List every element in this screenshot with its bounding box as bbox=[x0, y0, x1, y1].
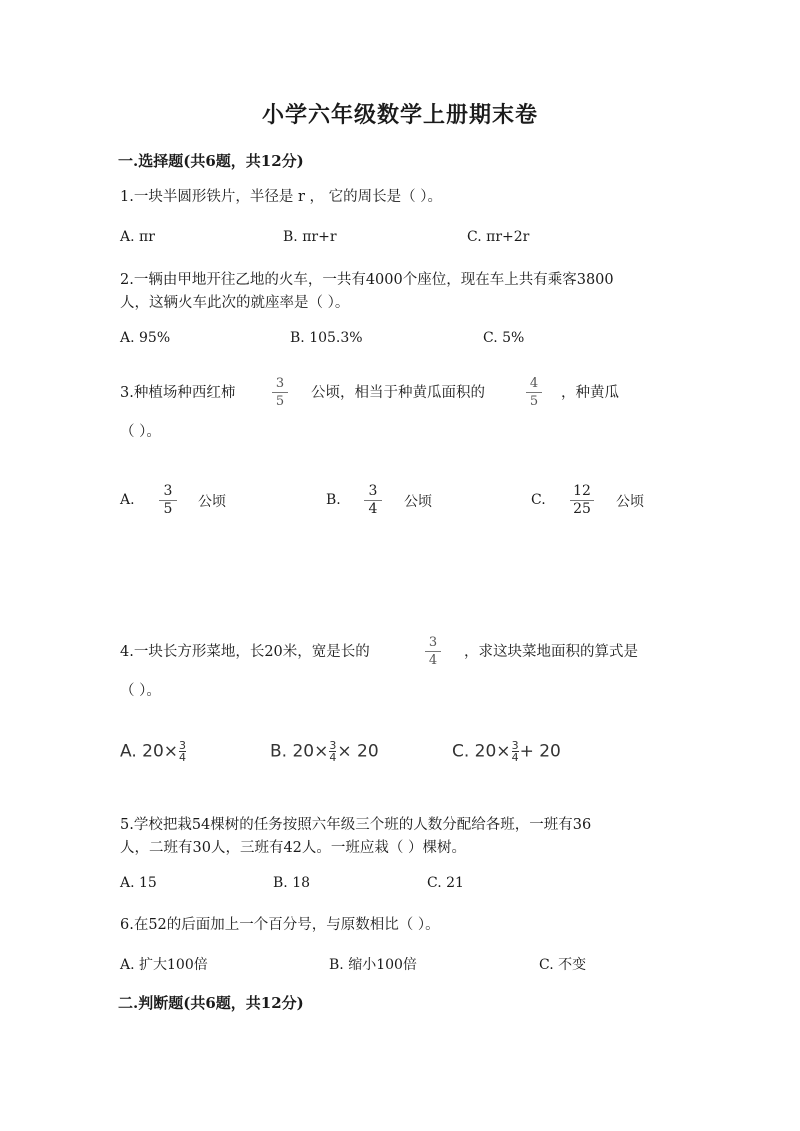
fraction-numerator: 3 bbox=[511, 739, 519, 752]
question-1-stem: 1.一块半圆形铁片，半径是 r ， 它的周长是（ ）。 bbox=[120, 189, 442, 205]
page-title: 小学六年级数学上册期末卷 bbox=[261, 102, 538, 128]
question-3-option-a-fraction bbox=[159, 484, 177, 517]
option-fraction bbox=[179, 740, 186, 763]
option-text-suffix: + 20 bbox=[519, 741, 561, 762]
fraction-denominator: 4 bbox=[329, 751, 337, 764]
question-5-option-b: B. 18 bbox=[273, 875, 311, 891]
question-3-option-b-unit: 公顷 bbox=[404, 494, 432, 510]
question-3-fraction-2 bbox=[526, 376, 542, 409]
fraction-denominator: 25 bbox=[573, 501, 591, 517]
question-3-option-c-label: C. bbox=[531, 492, 546, 508]
option-fraction bbox=[512, 740, 519, 763]
fraction-denominator: 4 bbox=[511, 751, 519, 764]
question-5-option-a: A. 15 bbox=[120, 875, 157, 891]
question-5-stem-line2: 人，二班有30人，三班有42人。一班应栽（ ）棵树。 bbox=[120, 840, 467, 856]
fraction-numerator: 3 bbox=[275, 376, 285, 391]
question-3-stem-line2: （ ）。 bbox=[120, 424, 161, 440]
question-1-option-b: B. πr+r bbox=[283, 229, 337, 245]
question-4-option-b bbox=[270, 740, 379, 763]
question-3-option-a-label: A. bbox=[120, 492, 135, 508]
question-2-option-a: A. 95% bbox=[120, 330, 171, 346]
question-4-fraction bbox=[425, 635, 441, 668]
question-4-stem-line2: （ ）。 bbox=[120, 683, 161, 699]
fraction-numerator: 12 bbox=[573, 483, 591, 499]
question-4-stem-part2: ，求这块菜地面积的算式是 bbox=[464, 644, 638, 660]
question-6-option-c: C. 不变 bbox=[539, 957, 587, 973]
question-2-option-c: C. 5% bbox=[483, 330, 525, 346]
fraction-numerator: 3 bbox=[329, 739, 337, 752]
question-3-fraction-1 bbox=[272, 376, 288, 409]
question-6-stem: 6.在52的后面加上一个百分号，与原数相比（ ）。 bbox=[120, 917, 440, 933]
question-3-stem-part3: ，种黄瓜 bbox=[561, 385, 619, 401]
section-heading-choice: 一.选择题(共6题，共12分) bbox=[118, 152, 304, 170]
fraction-denominator: 4 bbox=[428, 653, 438, 668]
question-6-option-b: B. 缩小100倍 bbox=[329, 957, 417, 973]
question-3-option-b-fraction bbox=[364, 484, 382, 517]
question-3-stem-part2: 公顷，相当于种黄瓜面积的 bbox=[311, 385, 485, 401]
question-1-option-c: C. πr+2r bbox=[467, 229, 530, 245]
fraction-denominator: 4 bbox=[368, 501, 378, 517]
fraction-numerator: 3 bbox=[368, 483, 378, 499]
question-1-option-a: A. πr bbox=[120, 229, 155, 245]
question-3-option-a-unit: 公顷 bbox=[198, 494, 226, 510]
fraction-denominator: 5 bbox=[275, 394, 285, 409]
option-text: B. 20× bbox=[270, 741, 329, 762]
option-text: C. 20× bbox=[452, 741, 511, 762]
question-6-option-a: A. 扩大100倍 bbox=[120, 957, 208, 973]
fraction-denominator: 5 bbox=[163, 501, 173, 517]
question-2-stem-line1: 2.一辆由甲地开往乙地的火车，一共有4000个座位，现在车上共有乘客3800 bbox=[120, 272, 614, 288]
fraction-denominator: 5 bbox=[529, 394, 539, 409]
section-heading-true-false: 二.判断题(共6题，共12分) bbox=[118, 994, 304, 1012]
fraction-numerator: 3 bbox=[163, 483, 173, 499]
option-text: A. 20× bbox=[120, 741, 179, 762]
question-5-option-c: C. 21 bbox=[427, 875, 464, 891]
question-4-stem-part1: 4.一块长方形菜地，长20米，宽是长的 bbox=[120, 644, 370, 660]
question-3-option-c-fraction bbox=[570, 484, 594, 517]
fraction-numerator: 4 bbox=[529, 376, 539, 391]
question-2-stem-line2: 人，这辆火车此次的就座率是（ ）。 bbox=[120, 295, 350, 311]
question-2-option-b: B. 105.3% bbox=[290, 330, 363, 346]
question-4-option-c bbox=[452, 740, 561, 763]
fraction-numerator: 3 bbox=[179, 739, 187, 752]
option-text-suffix: × 20 bbox=[337, 741, 379, 762]
question-5-stem-line1: 5.学校把栽54棵树的任务按照六年级三个班的人数分配给各班，一班有36 bbox=[120, 817, 592, 833]
question-3-option-c-unit: 公顷 bbox=[616, 494, 644, 510]
option-fraction bbox=[329, 740, 336, 763]
question-3-option-b-label: B. bbox=[326, 492, 341, 508]
fraction-denominator: 4 bbox=[179, 751, 187, 764]
question-4-option-a bbox=[120, 740, 187, 763]
fraction-numerator: 3 bbox=[428, 635, 438, 650]
question-3-stem-part1: 3.种植场种西红柿 bbox=[120, 385, 236, 401]
